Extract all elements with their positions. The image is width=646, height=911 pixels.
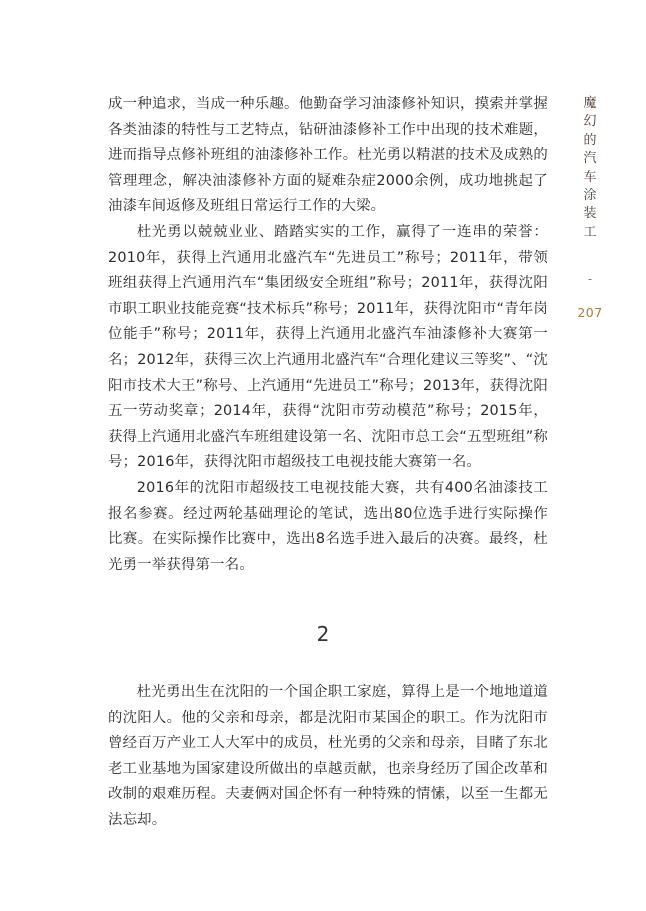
running-title-separator: - — [587, 272, 593, 286]
paragraph-continued: 成一种追求，当成一种乐趣。他勤奋学习油漆修补知识，摸索并掌握各类油漆的特性与工艺特点，钻研油漆修补工作中出现的技术难题，进而指导点修补班组的油漆修补工作。杜光勇以精湛的技术及成熟的管理理念，解决油漆修补方面的疑难杂症2000余例，成功地挑起了油漆车间返修及班组日常运行工作的大梁。 — [108, 96, 548, 215]
page-number: 207 — [577, 305, 603, 320]
section-number: 2 — [316, 622, 330, 646]
paragraph-honors: 杜光勇以兢兢业业、踏踏实实的工作，赢得了一连串的荣誉：2010年，获得上汽通用北盛汽车“先进员工”称号；2011年，带领班组获得上汽通用汽车“集团级安全班组”称号；2011年，获得沈阳市职工职业技能竞赛“技术标兵”称号；2011年，获得沈阳市“青年岗位能手”称号；2011年，获得上汽通用北盛汽车油漆修补大赛第一名；2012年，获得三次上汽通用北盛汽车“合理化建议三等奖”、“沈阳市技术大王”称号、上汽通用“先进员工”称号；2013年，获得沈阳五一劳动奖章；2014年，获得“沈阳市劳动模范”称号；2015年，获得上汽通用北盛汽车班组建设第一名、沈阳市总工会“五型班组”称号；2016年，获得沈阳市超级技工电视技能大赛第一名。 — [108, 223, 548, 471]
paragraph-competition: 2016年的沈阳市超级技工电视技能大赛，共有400名油漆技工报名参赛。经过两轮基础理论的笔试，选出80位选手进行实际操作比赛。在实际操作比赛中，选出8名选手进入最后的决赛。最终，杜光勇一举获得第一名。 — [108, 479, 548, 573]
body-text-bottom — [108, 680, 548, 834]
paragraph-family: 杜光勇出生在沈阳的一个国企职工家庭，算得上是一个地地道道的沈阳人。他的父亲和母亲，都是沈阳市某国企的职工。作为沈阳市曾经百万产业工人大军中的成员，杜光勇的父亲和母亲，目睹了东北老工业基地为国家建设所做出的卓越贡献，也亲身经历了国企改革和改制的艰难历程。夫妻俩对国企怀有一种特殊的情愫，以至一生都无法忘却。 — [108, 684, 548, 828]
running-title: 魔幻的汽车涂装工 — [583, 96, 597, 240]
body-text-top — [108, 92, 548, 578]
